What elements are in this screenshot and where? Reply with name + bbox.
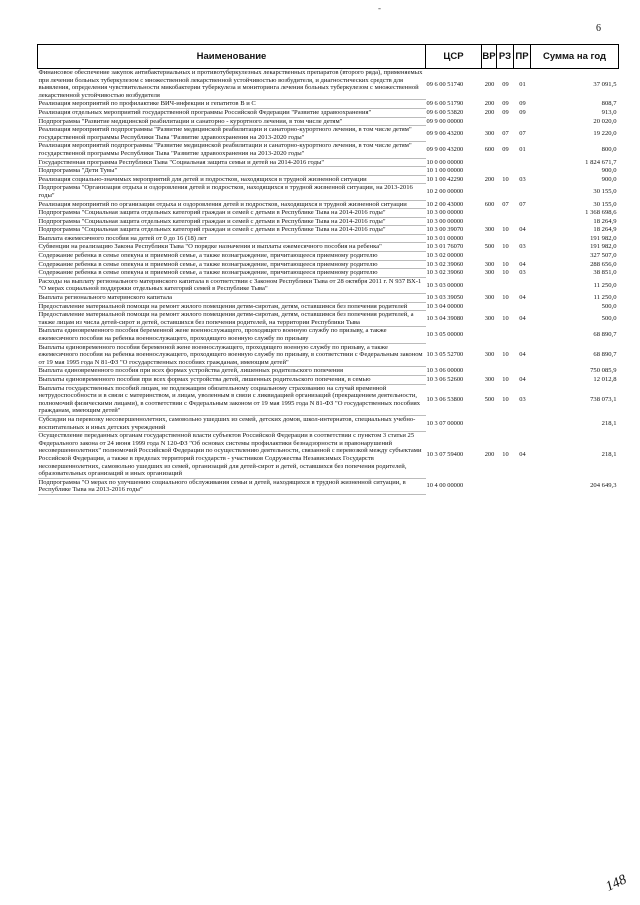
row-csr: 10 4 00 00000 [426, 482, 464, 490]
row-name: Подпрограмма "Социальная защита отдельных категорий граждан и семей с детьми в Республике Тыва на 2014-2016 годы" [38, 217, 426, 226]
row-rz: 10 [502, 451, 509, 459]
row-rz: 10 [502, 175, 509, 183]
row-rz [497, 252, 514, 261]
row-pr [514, 252, 531, 261]
row-csr: 09 6 00 53820 [426, 108, 464, 116]
row-vr [482, 167, 497, 176]
row-sum: 19 220,0 [593, 129, 617, 137]
row-name: Подпрограмма "О мерах по улучшению социального обслуживания семьи и детей, находящихся в трудной жизненной ситуации, в Республике Тыва на 2013-2016 годы" [38, 478, 426, 494]
top-mark: - [378, 3, 381, 13]
table-row [38, 343, 619, 367]
row-pr [514, 217, 531, 226]
row-rz [497, 184, 514, 200]
row-vr: 300 [484, 226, 495, 234]
table-row [38, 69, 619, 100]
row-name: Реализация мероприятий подпрограммы "Развитие медицинской реабилитации и санаторно-курортного лечения, в том числе детям" государственной программы Республики Тыва "Развитие здравоохранения на 2013-2020 годы" [38, 142, 426, 158]
row-pr: 04 [519, 351, 526, 359]
row-rz [497, 158, 514, 167]
row-sum: 800,0 [601, 146, 617, 154]
row-pr [514, 367, 531, 376]
row-vr: 200 [484, 451, 495, 459]
table-row [38, 367, 619, 376]
row-vr: 500 [484, 243, 495, 251]
table-row [38, 294, 619, 303]
row-pr: 01 [519, 80, 526, 88]
row-csr: 10 3 06 53800 [426, 395, 464, 403]
row-pr: 04 [519, 451, 526, 459]
row-rz: 09 [502, 108, 509, 116]
row-csr: 09 6 00 51740 [426, 80, 464, 88]
row-name: Выплаты единовременного пособия при всех формах устройства детей, лишенных родительского попечения, в семью [38, 375, 426, 384]
row-vr [482, 252, 497, 261]
row-rz: 10 [502, 260, 509, 268]
header-pr: ПР [514, 45, 531, 69]
row-name: Подпрограмма "Социальная защита отдельных категорий граждан и семей с детьми в Республике Тыва на 2014-2016 годы" [38, 209, 426, 218]
row-name: Расходы на выплату регионального материнского капитала в соответствии с Законом Республики Тыва от 28 октября 2011 г. N 937 ВХ-1 "О мерах социальной поддержки отдельных категорий семей в Республике Тыва" [38, 277, 426, 293]
table-row [38, 175, 619, 184]
row-name: Выплата единовременного пособия беременной жене военнослужащего, проходящего военную службу по призыву, а также ежемесячного пособия на ребенка военнослужащего, проходящего военную службу по призыву [38, 327, 426, 343]
row-sum: 30 155,0 [593, 200, 617, 208]
table-row [38, 117, 619, 126]
row-csr: 10 3 07 00000 [426, 419, 464, 427]
table-row [38, 200, 619, 209]
table-row [38, 384, 619, 415]
row-csr: 10 3 06 00000 [426, 367, 464, 375]
row-rz: 10 [502, 315, 509, 323]
row-sum: 288 656,0 [590, 260, 617, 268]
row-csr: 10 3 00 00000 [426, 209, 464, 217]
row-vr [482, 117, 497, 126]
row-pr [514, 327, 531, 343]
table-row [38, 375, 619, 384]
row-name: Реализация отдельных мероприятий государственной программы Российской Федерации "Развитие здравоохранения" [38, 108, 426, 117]
row-sum: 750 085,9 [590, 367, 617, 375]
row-name: Подпрограмма "Дети Тувы" [38, 167, 426, 176]
header-name: Наименование [38, 45, 426, 69]
row-rz: 10 [502, 226, 509, 234]
row-rz: 07 [502, 200, 509, 208]
row-name: Подпрограмма "Организация отдыха и оздоровления детей и подростков, находящихся в трудной жизненной ситуации, на 2013-2016 годы" [38, 184, 426, 200]
table-row [38, 277, 619, 293]
row-csr: 09 9 00 43200 [426, 146, 464, 154]
row-csr: 10 3 02 00000 [426, 252, 464, 260]
row-csr: 10 3 03 39050 [426, 294, 464, 302]
row-sum: 218,1 [601, 451, 617, 459]
row-csr: 09 6 00 51790 [426, 100, 464, 108]
row-vr: 300 [484, 269, 495, 277]
row-vr: 300 [484, 351, 495, 359]
table-row [38, 327, 619, 343]
header-sum: Сумма на год [531, 45, 619, 69]
row-rz [497, 234, 514, 243]
row-vr [482, 217, 497, 226]
table-header-row [38, 45, 619, 69]
row-vr [482, 302, 497, 311]
row-rz: 10 [502, 243, 509, 251]
row-csr: 10 3 07 59400 [426, 451, 464, 459]
row-pr [514, 302, 531, 311]
row-sum: 500,0 [601, 302, 617, 310]
row-name: Реализация мероприятий подпрограммы "Развитие медицинской реабилитации и санаторно-курортного лечения, в том числе детям" государственной программы Республики Тыва "Развитие здравоохранения на 2013-2020 годы" [38, 126, 426, 142]
row-vr [482, 367, 497, 376]
row-sum: 808,7 [601, 100, 617, 108]
row-pr [514, 158, 531, 167]
row-csr: 10 3 05 00000 [426, 331, 464, 339]
row-name: Подпрограмма "Социальная защита отдельных категорий граждан и семей с детьми в Республике Тыва на 2014-2016 годы" [38, 226, 426, 235]
row-pr: 04 [519, 294, 526, 302]
row-rz [497, 277, 514, 293]
row-rz: 09 [502, 80, 509, 88]
row-rz [497, 302, 514, 311]
row-sum: 68 890,7 [593, 331, 617, 339]
header-csr: ЦСР [426, 45, 482, 69]
table-row [38, 217, 619, 226]
row-vr: 300 [484, 315, 495, 323]
row-rz: 10 [502, 351, 509, 359]
row-sum: 30 155,0 [593, 188, 617, 196]
row-vr: 300 [484, 260, 495, 268]
row-pr [514, 117, 531, 126]
table-row [38, 226, 619, 235]
row-pr: 04 [519, 315, 526, 323]
row-pr: 04 [519, 260, 526, 268]
row-sum: 204 649,3 [590, 482, 617, 490]
row-pr: 07 [519, 200, 526, 208]
row-vr: 200 [484, 100, 495, 108]
row-sum: 11 250,0 [593, 294, 617, 302]
row-name: Выплата регионального материнского капитала [38, 294, 426, 303]
row-rz [497, 209, 514, 218]
row-vr [482, 415, 497, 431]
table-row [38, 311, 619, 327]
row-csr: 09 9 00 43200 [426, 129, 464, 137]
table-row [38, 209, 619, 218]
header-vr: ВР [482, 45, 497, 69]
table-row [38, 260, 619, 269]
row-rz [497, 327, 514, 343]
row-vr: 500 [484, 395, 495, 403]
row-vr [482, 277, 497, 293]
page-number: 6 [596, 23, 601, 34]
row-rz [497, 167, 514, 176]
row-csr: 10 3 00 00000 [426, 217, 464, 225]
row-vr [482, 478, 497, 494]
row-name: Государственная программа Республики Тыва "Социальная защита семьи и детей на 2014-2016 годы" [38, 158, 426, 167]
table-row [38, 126, 619, 142]
row-vr [482, 158, 497, 167]
row-sum: 68 890,7 [593, 351, 617, 359]
row-vr: 200 [484, 175, 495, 183]
row-sum: 1 824 671,7 [585, 158, 617, 166]
row-csr: 09 9 00 00000 [426, 117, 464, 125]
row-vr [482, 184, 497, 200]
row-pr [514, 277, 531, 293]
row-sum: 900,0 [601, 175, 617, 183]
row-sum: 11 250,0 [593, 281, 617, 289]
row-rz [497, 367, 514, 376]
row-csr: 10 3 06 52600 [426, 375, 464, 383]
row-vr: 200 [484, 108, 495, 116]
row-sum: 500,0 [601, 315, 617, 323]
row-name: Содержание ребенка в семье опекуна и приемной семье, а также вознаграждение, причитающееся приемному родителю [38, 260, 426, 269]
row-csr: 10 3 01 00000 [426, 234, 464, 242]
row-csr: 10 2 00 43000 [426, 200, 464, 208]
row-name: Выплата ежемесячного пособия на детей от 0 до 16 (18) лет [38, 234, 426, 243]
row-sum: 20 020,0 [593, 117, 617, 125]
row-name: Финансовое обеспечение закупок антибактериальных и противотуберкулезных лекарственных препаратов (второго ряда), применяемых при лечении больных туберкулезом с множественной лекарственной устойчивостью возбудителя, и диагностических средств для выявления, определения чувствительности микобактерии туберкулеза и мониторинга лечения больных туберкулезом с множественной лекарственной устойчивостью возбудителя [38, 69, 426, 100]
row-name: Предоставление материальной помощи на ремонт жилого помещения детям-сиротам, детям, оставшимся без попечения родителей [38, 302, 426, 311]
row-csr: 10 1 00 42290 [426, 175, 464, 183]
row-pr: 09 [519, 108, 526, 116]
row-vr: 200 [484, 80, 495, 88]
row-pr [514, 209, 531, 218]
row-name: Содержание ребенка в семье опекуна и приемной семье, а также вознаграждение, причитающееся приемному родителю [38, 252, 426, 261]
row-name: Подпрограмма "Развитие медицинской реабилитации и санаторно - курортного лечения, в том числе детям" [38, 117, 426, 126]
table-row [38, 432, 619, 479]
row-vr: 300 [484, 294, 495, 302]
row-vr [482, 234, 497, 243]
table-row [38, 478, 619, 494]
row-sum: 12 012,8 [593, 375, 617, 383]
header-rz: РЗ [497, 45, 514, 69]
row-sum: 37 091,5 [593, 80, 617, 88]
handwritten-page-mark: 148 [603, 872, 629, 895]
table-row [38, 234, 619, 243]
row-vr [482, 209, 497, 218]
row-rz: 09 [502, 146, 509, 154]
row-rz: 10 [502, 269, 509, 277]
row-csr: 10 3 03 00000 [426, 281, 464, 289]
row-name: Субсидии на перевозку несовершеннолетних, самовольно ушедших из семей, детских домов, школ-интернатов, специальных учебно-воспитательных и иных детских учреждений [38, 415, 426, 431]
table-row [38, 302, 619, 311]
row-csr: 10 3 01 76070 [426, 243, 464, 251]
table-row [38, 243, 619, 252]
row-csr: 10 3 00 39070 [426, 226, 464, 234]
row-pr: 03 [519, 395, 526, 403]
budget-table [37, 44, 619, 495]
row-pr: 04 [519, 375, 526, 383]
row-pr: 03 [519, 243, 526, 251]
row-name: Реализация социально-значимых мероприятий для детей и подростков, находящихся в трудной жизненной ситуации [38, 175, 426, 184]
row-rz [497, 415, 514, 431]
row-pr [514, 234, 531, 243]
row-rz: 07 [502, 129, 509, 137]
row-sum: 327 507,0 [590, 252, 617, 260]
row-name: Реализация мероприятий по организации отдыха и оздоровления детей и подростков, находящихся в трудной жизненной ситуации [38, 200, 426, 209]
row-sum: 18 264,9 [593, 226, 617, 234]
row-pr [514, 184, 531, 200]
row-vr: 300 [484, 129, 495, 137]
row-rz [497, 217, 514, 226]
row-pr: 04 [519, 226, 526, 234]
table-row [38, 184, 619, 200]
row-rz: 10 [502, 395, 509, 403]
row-csr: 10 2 00 00000 [426, 188, 464, 196]
row-csr: 10 3 04 39080 [426, 315, 464, 323]
table-row [38, 167, 619, 176]
table-row [38, 100, 619, 109]
row-csr: 10 1 00 00000 [426, 167, 464, 175]
row-name: Выплаты единовременного пособия беременной жене военнослужащего, проходящего военную службу по призыву, а также ежемесячного пособия на ребенка военнослужащего, проходящего военную службу по призыву, в соответствии с Федеральным законом от 19 мая 1995 года N 81-ФЗ "О государственных пособиях гражданам, имеющим детей" [38, 343, 426, 367]
table-row [38, 142, 619, 158]
row-csr: 10 0 00 00000 [426, 158, 464, 166]
row-vr [482, 327, 497, 343]
row-name: Реализация мероприятий по профилактике ВИЧ-инфекции и гепатитов B и C [38, 100, 426, 109]
table-row [38, 108, 619, 117]
row-pr [514, 167, 531, 176]
row-name: Осуществление переданных органам государственной власти субъектов Российской Федерации в соответствии с пунктом 3 статьи 25 Федерального закона от 24 июня 1999 года N 120-ФЗ "Об основах системы профилактики безнадзорности и правонарушений несовершеннолетних" полномочий Российской Федерации по осуществлению деятельности, связанной с перевозкой между субъектами Российской Федерации, а также в пределах территорий государств - участников Содружества Независимых Государств несовершеннолетних, самовольно ушедших из семей, организаций для детей-сирот и детей, оставшихся без попечения родителей, образовательных организаций и иных организаций [38, 432, 426, 479]
row-name: Предоставление материальной помощи на ремонт жилого помещения детям-сиротам, детям, оставшимся без попечения родителей, а также лицам из числа детей-сирот и детей, оставшихся без попечения родителей, на территории Республики Тыва [38, 311, 426, 327]
row-name: Выплата единовременного пособия при всех формах устройства детей, лишенных родительского попечения [38, 367, 426, 376]
row-name: Содержание ребенка в семье опекуна и приемной семье, а также вознаграждение, причитающееся приемному родителю [38, 269, 426, 278]
row-rz [497, 478, 514, 494]
row-sum: 191 982,0 [590, 243, 617, 251]
row-rz: 09 [502, 100, 509, 108]
row-csr: 10 3 02 39060 [426, 269, 464, 277]
row-sum: 218,1 [601, 419, 617, 427]
table-row [38, 415, 619, 431]
row-pr: 03 [519, 269, 526, 277]
row-sum: 738 073,1 [590, 395, 617, 403]
table-row [38, 252, 619, 261]
row-vr: 600 [484, 200, 495, 208]
row-sum: 18 264,9 [593, 217, 617, 225]
table-row [38, 158, 619, 167]
table-row [38, 269, 619, 278]
row-vr: 300 [484, 375, 495, 383]
row-rz: 10 [502, 375, 509, 383]
row-csr: 10 3 04 00000 [426, 302, 464, 310]
row-csr: 10 3 05 52700 [426, 351, 464, 359]
row-rz: 10 [502, 294, 509, 302]
row-pr: 03 [519, 175, 526, 183]
row-sum: 900,0 [601, 167, 617, 175]
row-pr [514, 415, 531, 431]
row-pr [514, 478, 531, 494]
row-sum: 191 982,0 [590, 234, 617, 242]
row-pr: 09 [519, 100, 526, 108]
row-sum: 1 368 698,6 [585, 209, 617, 217]
row-csr: 10 3 02 39060 [426, 260, 464, 268]
row-name: Выплаты государственных пособий лицам, не подлежащим обязательному социальному страхованию на случай временной нетрудоспособности и в связи с материнством, и лицам, уволенным в связи с ликвидацией организаций (прекращением деятельности, полномочий физическими лицами), в соответствии с Федеральным законом от 19 мая 1995 года N 81-ФЗ "О государственных пособиях гражданам, имеющим детей" [38, 384, 426, 415]
row-rz [497, 117, 514, 126]
row-vr: 600 [484, 146, 495, 154]
row-pr: 07 [519, 129, 526, 137]
row-pr: 01 [519, 146, 526, 154]
row-sum: 38 851,0 [593, 269, 617, 277]
row-sum: 913,0 [601, 108, 617, 116]
row-name: Субвенции на реализацию Закона Республики Тыва "О порядке назначения и выплаты ежемесячного пособия на ребенка" [38, 243, 426, 252]
